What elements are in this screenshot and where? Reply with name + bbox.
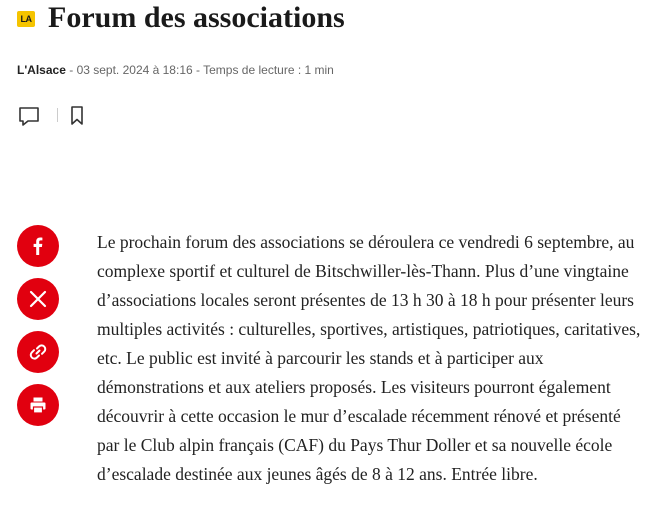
comment-icon	[17, 104, 41, 128]
bookmark-icon	[67, 104, 87, 128]
print-button[interactable]	[17, 384, 59, 426]
article-source[interactable]: L'Alsace	[17, 63, 66, 77]
facebook-icon	[28, 236, 48, 256]
article-meta	[17, 62, 334, 78]
bookmark-button[interactable]	[67, 104, 87, 128]
article-date: 03 sept. 2024 à 18:16	[76, 63, 193, 77]
link-icon	[28, 342, 48, 362]
article-body: Le prochain forum des associations se déroulera ce vendredi 6 septembre, au complexe sportif et culturel de Bitschwiller-lès-Thann. Plus d’une vingtaine d’associations locales seront présentes de 13 h 30 à 18 h pour présenter leurs multiples activités : culturelles, sportives, artistiques, patriotiques, caritatives, etc. Le public est invité à parcourir les stands et à participer aux démonstrations et aux ateliers proposés. Les visiteurs pourront également découvrir à cette occasion le mur d’escalade récemment rénové et présenté par le Club alpin français (CAF) du Pays Thur Doller et sa nouvelle école d’escalade destinée aux jeunes âgés de 8 à 12 ans. Entrée libre.	[97, 232, 641, 484]
x-icon	[29, 290, 47, 308]
reading-time: Temps de lecture : 1 min	[203, 63, 334, 77]
print-icon	[28, 395, 48, 415]
share-facebook-button[interactable]	[17, 225, 59, 267]
share-link-button[interactable]	[17, 331, 59, 373]
comment-button[interactable]	[17, 104, 41, 128]
brand-logo[interactable]: LA	[17, 11, 35, 27]
action-divider	[57, 108, 58, 122]
meta-separator: -	[192, 63, 204, 77]
meta-separator: -	[65, 63, 77, 77]
page-title: Forum des associations	[48, 1, 345, 34]
share-x-button[interactable]	[17, 278, 59, 320]
